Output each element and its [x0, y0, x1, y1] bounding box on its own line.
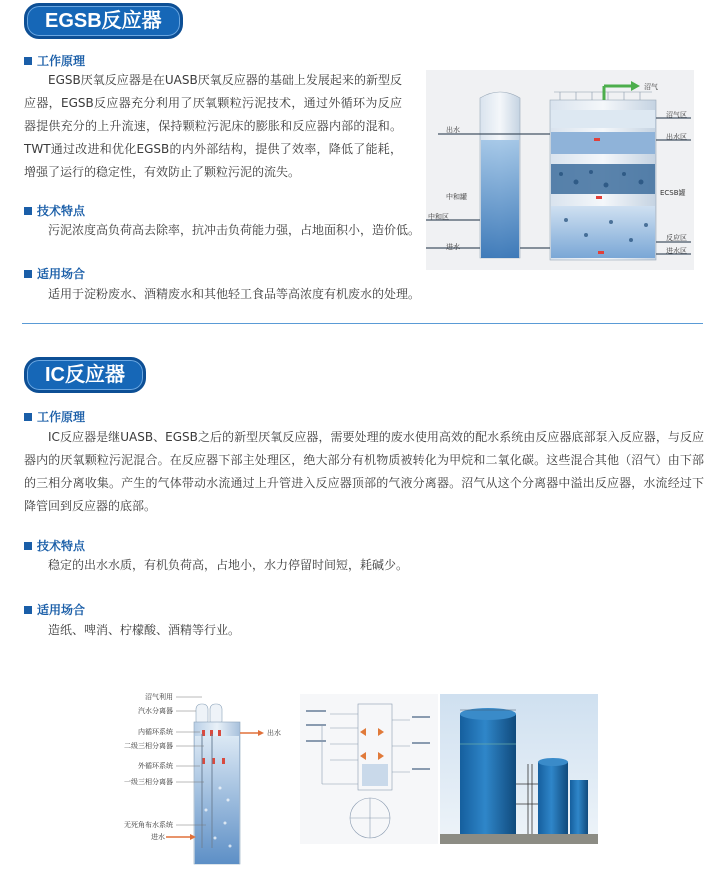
- ic-schematic-svg: [300, 694, 438, 844]
- egsb-applications-text: 适用于淀粉废水、酒精废水和其他轻工食品等高浓度有机废水的处理。: [48, 287, 421, 301]
- egsb-label-biogas-zone: 沼气区: [666, 111, 687, 119]
- square-bullet-icon: [24, 413, 32, 421]
- egsb-principle-heading: 工作原理: [24, 52, 85, 69]
- square-bullet-icon: [24, 542, 32, 550]
- egsb-label-inlet: 进水: [446, 243, 460, 251]
- ic-reactor-diagram: [110, 688, 295, 867]
- ic-features-heading: 技术特点: [24, 537, 85, 554]
- square-bullet-icon: [24, 57, 32, 65]
- ic-label-first-separator: 一级三相分离器: [124, 778, 173, 786]
- egsb-title-badge: [24, 3, 183, 39]
- egsb-label-biogas: 沼气: [644, 83, 658, 91]
- egsb-label-reaction-zone: 反应区: [666, 234, 687, 242]
- egsb-label-egsb-tank: ECSB罐: [660, 189, 686, 197]
- ic-plant-photo-svg: [440, 694, 598, 844]
- egsb-label-inlet-zone: 进水区: [666, 247, 687, 255]
- ic-principle-text: IC反应器是继UASB、EGSB之后的新型厌氧反应器，需要处理的废水使用高效的配水系统由反应器底部泵入反应器，与反应器内的厌氧颗粒污泥混合。在反应器下部主处理区，绝大部分有机物质被转化为甲烷和二氧化碳。这些混合其他（沼气）由下部的三相分离收集。产生的气体带动水流通过上升管进入反应器顶部的气液分离器。沼气从这个分离器中溢出反应器，水流经过下降管回到反应器的底部。: [24, 430, 704, 513]
- ic-features-text: 稳定的出水水质，有机负荷高，占地小，水力停留时间短，耗碱少。: [48, 558, 409, 572]
- ic-label-steam-separator: 汽水分离器: [138, 707, 173, 715]
- egsb-principle-text: EGSB厌氧反应器是在UASB厌氧反应器的基础上发展起来的新型反应器，EGSB反应器充分利用了厌氧颗粒污泥技术，通过外循环为反应器提供充分的上升流速，保持颗粒污泥床的膨胀和反应器内部的混和。TWT通过改进和优化EGSB的内外部结构，提供了效率，降低了能耗，增强了运行的稳定性，有效防止了颗粒污泥的流失。: [24, 73, 402, 179]
- egsb-features-text: 污泥浓度高负荷高去除率，抗冲击负荷能力强，占地面积小，造价低。: [48, 223, 421, 237]
- section-divider: [22, 323, 703, 324]
- egsb-title: EGSB反应器: [45, 10, 162, 32]
- ic-label-biogas-use: 沼气利用: [145, 693, 173, 701]
- ic-title: IC反应器: [45, 364, 125, 386]
- ic-label-outlet: 出水: [267, 729, 281, 737]
- square-bullet-icon: [24, 606, 32, 614]
- egsb-diagram: [426, 70, 694, 270]
- egsb-diagram-svg: [426, 70, 694, 270]
- egsb-label-neutral-tank: 中和罐: [446, 193, 467, 201]
- ic-label-second-separator: 二级三相分离器: [124, 742, 173, 750]
- egsb-label-outlet-zone: 出水区: [666, 133, 687, 141]
- ic-title-badge: [24, 357, 146, 393]
- ic-label-distribution: 无死角布水系统: [124, 821, 173, 829]
- egsb-label-neutral-zone: 中和区: [428, 213, 449, 221]
- egsb-applications-heading: 适用场合: [24, 265, 85, 282]
- ic-label-inner-circulation: 内循环系统: [138, 728, 173, 736]
- square-bullet-icon: [24, 270, 32, 278]
- ic-label-outer-circulation: 外循环系统: [138, 762, 173, 770]
- ic-label-inlet: 进水: [151, 833, 165, 841]
- egsb-features-heading: 技术特点: [24, 202, 85, 219]
- ic-plant-photo: [440, 694, 598, 844]
- egsb-label-outlet-left: 出水: [446, 126, 460, 134]
- ic-applications-heading: 适用场合: [24, 601, 85, 618]
- ic-principle-heading: 工作原理: [24, 408, 85, 425]
- ic-schematic-diagram: [300, 694, 438, 844]
- ic-applications-text: 造纸、啤消、柠檬酸、酒精等行业。: [48, 623, 241, 637]
- square-bullet-icon: [24, 207, 32, 215]
